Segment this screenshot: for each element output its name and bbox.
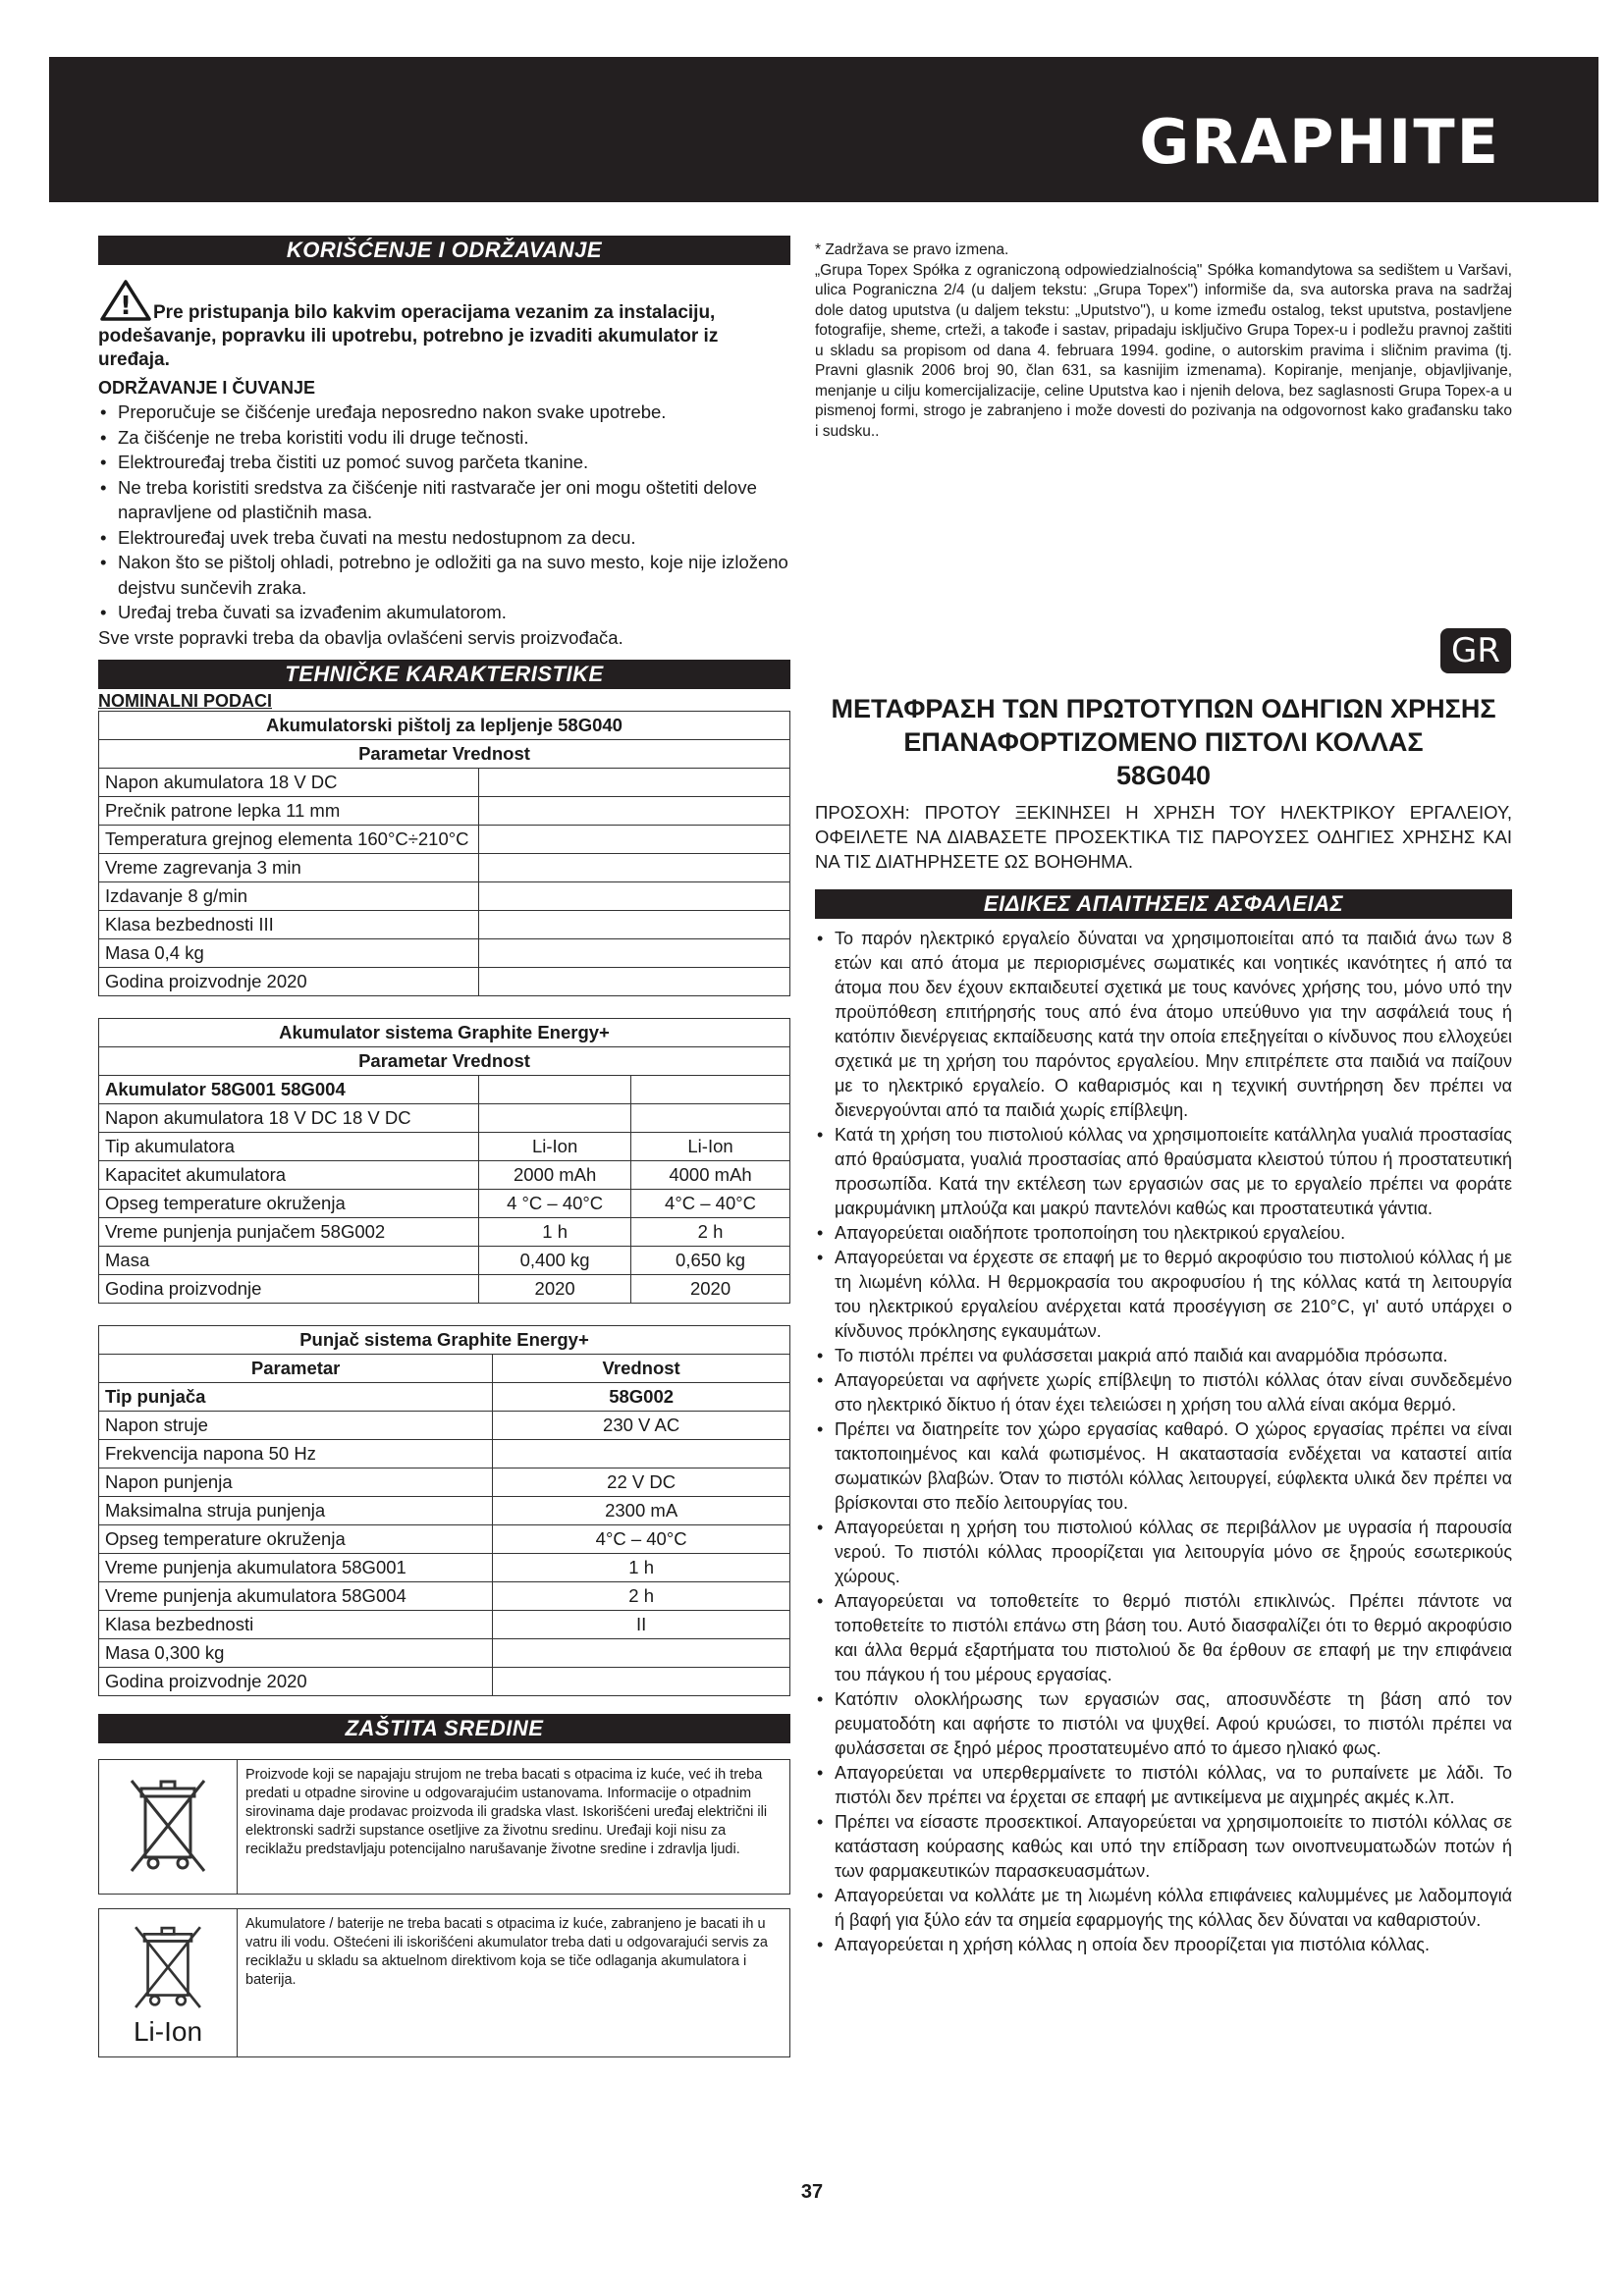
list-item: • Ne treba koristiti sredstva za čišćenje niti rastvarače jer oni mogu oštetiti delove napravljene od plastičnih masa. (98, 475, 790, 525)
list-item: • Κατόπιν ολοκλήρωσης των εργασιών σας, αποσυνδέστε τη βάση από τον ρευματοδότη και αφήστε το πιστόλι να ψυχθεί. Αφού κρυώσει, το πιστόλι πρέπει να φυλάσσεται σε ξηρό μέρος προστατευμένο από το άμεσο ηλιακό φως. (815, 1687, 1512, 1761)
table-cell: Frekvencija napona 50 Hz (99, 1439, 493, 1468)
table-title: Akumulator sistema Graphite Energy+ (99, 1018, 790, 1046)
table-cell (479, 910, 790, 938)
glue-gun-spec-table (98, 711, 790, 996)
table-cell: 2020 (479, 1274, 631, 1303)
maintenance-list (98, 400, 790, 625)
svg-text:!: ! (120, 292, 132, 321)
nominal-data-heading: NOMINALNI PODACI (98, 690, 272, 711)
safety-title: ΕΙΔΙΚΕΣ ΑΠΑΙΤΗΣΕΙΣ ΑΣΦΑΛΕΙΑΣ (815, 889, 1512, 919)
list-item: • Απαγορεύεται η χρήση κόλλας η οποία δεν προορίζεται για πιστόλια κόλλας. (815, 1933, 1512, 1957)
table-cell: Opseg temperature okruženja (99, 1524, 493, 1553)
list-item: • Το παρόν ηλεκτρικό εργαλείο δύναται να χρησιμοποιείται από τα παιδιά άνω των 8 ετών και από άτομα με περιορισμένες σωματικές και νοητικές ικανότητες ή από τα άτομα που δεν έχουν εκπαιδευτεί σχετικά με τους κανόνες χρήσης του, μόνο υπό την προϋπόθεση επιτήρησής τους από ένα άτομο υπεύθυνο για την ασφάλειά τους ή κατόπιν διενέργειας εκπαίδευσης κατά την οποία επεξηγείται ο κίνδυνος που ελλοχεύει σχετικά με τη χρήση του παρόντος εργαλείου. Μην επιτρέπετε στα παιδιά να παίζουν με το ηλεκτρικό εργαλείο. Ο καθαρισμός και η τεχνική συντήρηση δεν πρέπει να διενεργούνται από τα παιδιά χωρίς επίβλεψη. (815, 927, 1512, 1123)
table-title: Akumulatorski pištolj za lepljenje 58G040 (99, 711, 790, 739)
table-cell: Vreme punjenja akumulatora 58G001 (99, 1553, 493, 1581)
table-cell: Prečnik patrone lepka 11 mm (99, 796, 479, 825)
table-row (99, 1638, 790, 1667)
table-cell (479, 967, 790, 995)
table-cell: 4°C – 40°C (493, 1524, 790, 1553)
table-cell (479, 881, 790, 910)
table-row (99, 1524, 790, 1553)
table-cell: Masa 0,300 kg (99, 1638, 493, 1667)
list-item: • Nakon što se pištolj ohladi, potrebno je odložiti ga na suvo mesto, koje nije izloženo dejstvu sunčevih zraka. (98, 550, 790, 600)
table-cell: Li-Ion (479, 1132, 631, 1160)
safety-list-wrap (815, 927, 1512, 1957)
li-ion-label: Li-Ion (133, 2015, 203, 2047)
table-cell: 2000 mAh (479, 1160, 631, 1189)
table-cell: Tip akumulatora (99, 1132, 479, 1160)
list-item: • Κατά τη χρήση του πιστολιού κόλλας να χρησιμοποιείτε κατάλληλα γυαλιά προστασίας από θραύσματα, γυαλιά προστασίας από θραύσματα κλειστού τύπου ή προστατευτική προσωπίδα. Κατά την εκτέλεση των εργασιών σας με το εργαλείο πρέπει να φοράτε μακρυμάνικη μπλούζα και μακρύ παντελόνι καθώς και προστατευτικά γάντια. (815, 1123, 1512, 1221)
list-item: • Πρέπει να διατηρείτε τον χώρο εργασίας καθαρό. Ο χώρος εργασίας πρέπει να είναι τακτοποιημένος και καλά φωτισμένος. Η ακαταστασία ενδέχεται να καταστεί αιτία σωματικών βλαβών. Όταν το πιστόλι κόλλας λειτουργεί, εύφλεκτα υλικά δεν πρέπει να βρίσκονται στο πεδίο λειτουργίας του. (815, 1417, 1512, 1516)
table-row (99, 1667, 790, 1695)
table-cell: 2300 mA (493, 1496, 790, 1524)
charger-spec-table (98, 1325, 790, 1696)
table-row (99, 1468, 790, 1496)
list-item: • Απαγορεύεται να υπερθερμαίνετε το πιστόλι κόλλας, να το ρυπαίνετε με λάδι. Το πιστόλι δεν πρέπει να έρχεται σε επαφή με αντικείμενα με αιχμηρές ακμές κ.λπ. (815, 1761, 1512, 1810)
table-cell: Vreme zagrevanja 3 min (99, 853, 479, 881)
list-item: • Απαγορεύεται να τοποθετείτε το θερμό πιστόλι επικλινώς. Πρέπει πάντοτε να τοποθετείτε το πιστόλι επάνω στη βάση του. Αυτό διασφαλίζει ότι το θερμό ακροφύσιο και άλλα θερμά εξαρτήματα του πιστολιού δε θα έρθουν σε επαφή με την επιφάνεια του πάγκου ή του μέρους εργασίας. (815, 1589, 1512, 1687)
table-cell: Maksimalna struja punjenja (99, 1496, 493, 1524)
list-item: • Απαγορεύεται να αφήνετε χωρίς επίβλεψη το πιστόλι κόλλας όταν είναι συνδεδεμένο στο ηλεκτρικό δίκτυο ή όταν έχει τελειώσει η χρήση του αλλά είναι ακόμα θερμό. (815, 1368, 1512, 1417)
copyright-notice: „Grupa Topex Spółka z ograniczoną odpowiedzialnością" Spółka komandytowa sa sedištem u Varšavi, ulica Pograniczna 2/4 (u daljem tekstu: „Grupa Topex") informiše da, sva autorska prava na sadržaj dole datog uputstva (u daljem tekstu: „Uputstvo"), u kome između ostalog, tekst uputstva, postavljene fotografije, sheme, crteži, a takođe i sastav, pripadaju isključivo Grupa Topex-u i podležu pravnoj zaštiti u skladu sa propisom od dana 4. februara 1994. godine, o autorskim pravima i sličnim pravima (tj. Pravni glasnik 2006 broj 90, član 631, sa kasnijim izmenama). Kopiranje, menjanje, objavljivanje, menjanje u cilju komercijalizacije, celine Uputstva kao i njenih delova, bez saglasnosti Grupa Topex-a u pismenoj formi, strogo je zabranjeno i može dovesti do pozivanja na odgovornost kako građansku tako i sudsku.. (815, 261, 1512, 440)
table-row (99, 768, 790, 796)
table-row (99, 910, 790, 938)
right-column (815, 240, 1512, 442)
warning-block (98, 279, 790, 372)
table-row (99, 1274, 790, 1303)
table-cell: Napon punjenja (99, 1468, 493, 1496)
table-row (99, 938, 790, 967)
service-note: Sve vrste popravki treba da obavlja ovlašćeni servis proizvođača. (98, 626, 623, 648)
table-cell (479, 1075, 631, 1103)
list-item: • Απαγορεύεται να κολλάτε με τη λιωμένη κόλλα επιφάνειες καλυμμένες με λαδομπογιά ή βαφή για ξύλο εάν τα σημεία εφαρμογής της κόλλας δεν δύναται να καθαριστούν. (815, 1884, 1512, 1933)
table-row (99, 853, 790, 881)
table-cell: Masa (99, 1246, 479, 1274)
list-item: • Απαγορεύεται η χρήση του πιστολιού κόλλας σε περιβάλλον με υγρασία ή παρουσία νερού. Το πιστόλι κόλλας προορίζεται για λειτουργία μόνο σε ξηρούς εσωτερικούς χώρους. (815, 1516, 1512, 1589)
table-row (99, 1610, 790, 1638)
table-cell (493, 1667, 790, 1695)
table-cell: Godina proizvodnje 2020 (99, 1667, 493, 1695)
table-cell: Masa 0,4 kg (99, 938, 479, 967)
table-cell: Li-Ion (631, 1132, 790, 1160)
list-item: • Πρέπει να είσαστε προσεκτικοί. Απαγορεύεται να χρησιμοποιείτε το πιστόλι κόλλας σε κατάσταση κούρασης καθώς και υπό την επίδραση των οινοπνευματωδών ποτών ή των φαρμακευτικών παρασκευασμάτων. (815, 1810, 1512, 1884)
list-item: • Za čišćenje ne treba koristiti vodu ili druge tečnosti. (98, 425, 790, 451)
battery-disposal-text: Akumulatore / baterije ne treba bacati s otpacima iz kuće, zabranjeno je bacati ih u vatru ili vodu. Oštećeni ili iskorišćeni akumulator treba dati u odgovarajući servis za reciklažu u skladu sa aktuelnom direktivom koja se tiče odlaganja akumulatora i baterija. (245, 1915, 768, 1988)
list-item: • Elektrouređaj treba čistiti uz pomoć suvog parčeta tkanine. (98, 450, 790, 475)
tech-specs-title: TEHNIČKE KARAKTERISTIKE (98, 660, 790, 689)
table-header: Parametar (99, 1354, 493, 1382)
list-item: • Uređaj treba čuvati sa izvađenim akumulatorom. (98, 600, 790, 625)
table-cell (479, 796, 790, 825)
table-row (99, 1132, 790, 1160)
table-cell: 1 h (493, 1553, 790, 1581)
table-cell: Godina proizvodnje (99, 1274, 479, 1303)
table-cell: Tip punjača (99, 1382, 493, 1411)
table-row (99, 1189, 790, 1217)
battery-disposal-box (98, 1908, 790, 2057)
use-maintenance-title: KORIŠĆENJE I ODRŽAVANJE (98, 236, 790, 265)
table-row (99, 1439, 790, 1468)
warning-text: Pre pristupanja bilo kakvim operacijama vezanim za instalaciju, podešavanje, popravku ili upotrebu, potrebno je izvaditi akumulator iz uređaja. (98, 302, 719, 370)
weee-disposal-box (98, 1759, 790, 1895)
table-row (99, 1246, 790, 1274)
table-cell: Godina proizvodnje 2020 (99, 967, 479, 995)
table-cell: 22 V DC (493, 1468, 790, 1496)
maintenance-heading: ODRŽAVANJE I ČUVANJE (98, 378, 316, 398)
page-number: 37 (800, 2181, 824, 2203)
battery-spec-table (98, 1018, 790, 1304)
table-row (99, 1103, 790, 1132)
table-cell: 58G002 (493, 1382, 790, 1411)
table-header: Vrednost (493, 1354, 790, 1382)
list-item: • Απαγορεύεται να έρχεστε σε επαφή με το θερμό ακροφύσιο του πιστολιού κόλλας ή με τη λιωμένη κόλλα. Η θερμοκρασία του ακροφυσίου ή της κόλλας κατά τη λειτουργία του ηλεκτρικού εργαλείου ανέρχεται κατά προσέγγιση σε 210°C, γι' αυτό υπάρχει ο κίνδυνος πρόκλησης εγκαυμάτων. (815, 1246, 1512, 1344)
safety-section (815, 889, 1512, 919)
weee-icon-cell (99, 1760, 238, 1894)
table-row (99, 1496, 790, 1524)
table-row (99, 1075, 790, 1103)
table-row (99, 1553, 790, 1581)
table-cell (479, 1103, 631, 1132)
table-row (99, 881, 790, 910)
table-cell (631, 1103, 790, 1132)
rights-note-head: * Zadržava se pravo izmena. (815, 241, 1009, 258)
list-item: • Preporučuje se čišćenje uređaja neposredno nakon svake upotrebe. (98, 400, 790, 425)
table-cell (479, 768, 790, 796)
table-cell (493, 1638, 790, 1667)
greek-title (815, 692, 1512, 792)
table-header: Parametar Vrednost (99, 739, 790, 768)
caution-text: ΠΡΟΣΟΧΗ: ΠΡΟΤΟΥ ΞΕΚΙΝΗΣΕΙ Η ΧΡΗΣΗ ΤΟΥ ΗΛΕΚΤΡΙΚΟΥ ΕΡΓΑΛΕΙΟΥ, ΟΦΕΙΛΕΤΕ ΝΑ ΔΙΑΒΑΣΕΤΕ ΠΡΟΣΕΚΤΙΚΑ ΤΙΣ ΠΑΡΟΥΣΕΣ ΟΔΗΓΙΕΣ ΧΡΗΣΗΣ ΚΑΙ ΝΑ ΤΙΣ ΔΙΑΤΗΡΗΣΕΤΕ ΩΣ ΒΟΗΘΗΜΑ. (815, 802, 1512, 872)
header-bar (49, 57, 1598, 202)
table-cell (479, 938, 790, 967)
table-cell: Vreme punjenja punjačem 58G002 (99, 1217, 479, 1246)
table-cell: Kapacitet akumulatora (99, 1160, 479, 1189)
brand-logo: GRAPHITE (1139, 106, 1500, 178)
weee-text: Proizvode koji se napajaju strujom ne treba bacati s otpacima iz kuće, već ih treba predati u otpadne sirovine u odgovarajućim ustanovama. Informacije o otpadnim sirovinama daje prodavac proizvoda ili gradska vlast. Iskorišćeni uređaj električni ili elektronski sadrži supstance osetljive za životnu sredinu. Uređaji koji nisu za reciklažu predstavljaju potencijalno narušavanje životne sredine i zdravlja ljudi. (245, 1766, 768, 1857)
table-row (99, 1382, 790, 1411)
table-cell: Opseg temperature okruženja (99, 1189, 479, 1217)
table-cell: 4°C – 40°C (631, 1189, 790, 1217)
table-cell: Izdavanje 8 g/min (99, 881, 479, 910)
table-title: Punjač sistema Graphite Energy+ (99, 1325, 790, 1354)
table-cell: Klasa bezbednosti (99, 1610, 493, 1638)
safety-list (815, 927, 1512, 1957)
table-cell: II (493, 1610, 790, 1638)
table-cell: Akumulator 58G001 58G004 (99, 1075, 479, 1103)
battery-icon-cell (99, 1909, 238, 2056)
table-row (99, 796, 790, 825)
table-cell: Napon struje (99, 1411, 493, 1439)
table-cell: 0,400 kg (479, 1246, 631, 1274)
table-cell: Napon akumulatora 18 V DC 18 V DC (99, 1103, 479, 1132)
environment-title: ZAŠTITA SREDINE (98, 1714, 790, 1743)
language-badge: GR (1440, 628, 1511, 673)
title-line: ΜΕΤΑΦΡΑΣΗ ΤΩΝ ΠΡΩΤΟΤΥΠΩΝ ΟΔΗΓΙΩΝ ΧΡΗΣΗΣ (831, 694, 1496, 723)
table-cell: Temperatura grejnog elementa 160°C÷210°C (99, 825, 479, 853)
table-row (99, 1217, 790, 1246)
crossed-bin-icon (129, 1919, 207, 2017)
table-header: Parametar Vrednost (99, 1046, 790, 1075)
table-cell: 0,650 kg (631, 1246, 790, 1274)
table-cell: Vreme punjenja akumulatora 58G004 (99, 1581, 493, 1610)
table-cell: 2 h (631, 1217, 790, 1246)
table-row (99, 1581, 790, 1610)
table-cell: 4 °C – 40°C (479, 1189, 631, 1217)
table-cell (479, 853, 790, 881)
table-row (99, 967, 790, 995)
table-row (99, 1160, 790, 1189)
table-cell: 230 V AC (493, 1411, 790, 1439)
list-item: • Απαγορεύεται οιαδήποτε τροποποίηση του ηλεκτρικού εργαλείου. (815, 1221, 1512, 1246)
list-item: • Elektrouređaj uvek treba čuvati na mestu nedostupnom za decu. (98, 525, 790, 551)
table-cell: 4000 mAh (631, 1160, 790, 1189)
table-cell: 2 h (493, 1581, 790, 1610)
table-cell (479, 825, 790, 853)
title-line: ΕΠΑΝΑΦΟΡΤΙΖΟΜΕΝΟ ΠΙΣΤΟΛΙ ΚΟΛΛΑΣ (903, 727, 1424, 757)
crossed-bin-icon (124, 1773, 212, 1881)
model-number: 58G040 (1115, 761, 1212, 790)
table-cell: Klasa bezbednosti III (99, 910, 479, 938)
table-cell (631, 1075, 790, 1103)
table-cell: 2020 (631, 1274, 790, 1303)
left-column (98, 236, 790, 2057)
warning-triangle-icon (98, 279, 153, 322)
table-row (99, 1411, 790, 1439)
table-row (99, 825, 790, 853)
list-item: • Το πιστόλι πρέπει να φυλάσσεται μακριά από παιδιά και αναρμόδια πρόσωπα. (815, 1344, 1512, 1368)
table-cell: 1 h (479, 1217, 631, 1246)
table-cell: Napon akumulatora 18 V DC (99, 768, 479, 796)
table-cell (493, 1439, 790, 1468)
